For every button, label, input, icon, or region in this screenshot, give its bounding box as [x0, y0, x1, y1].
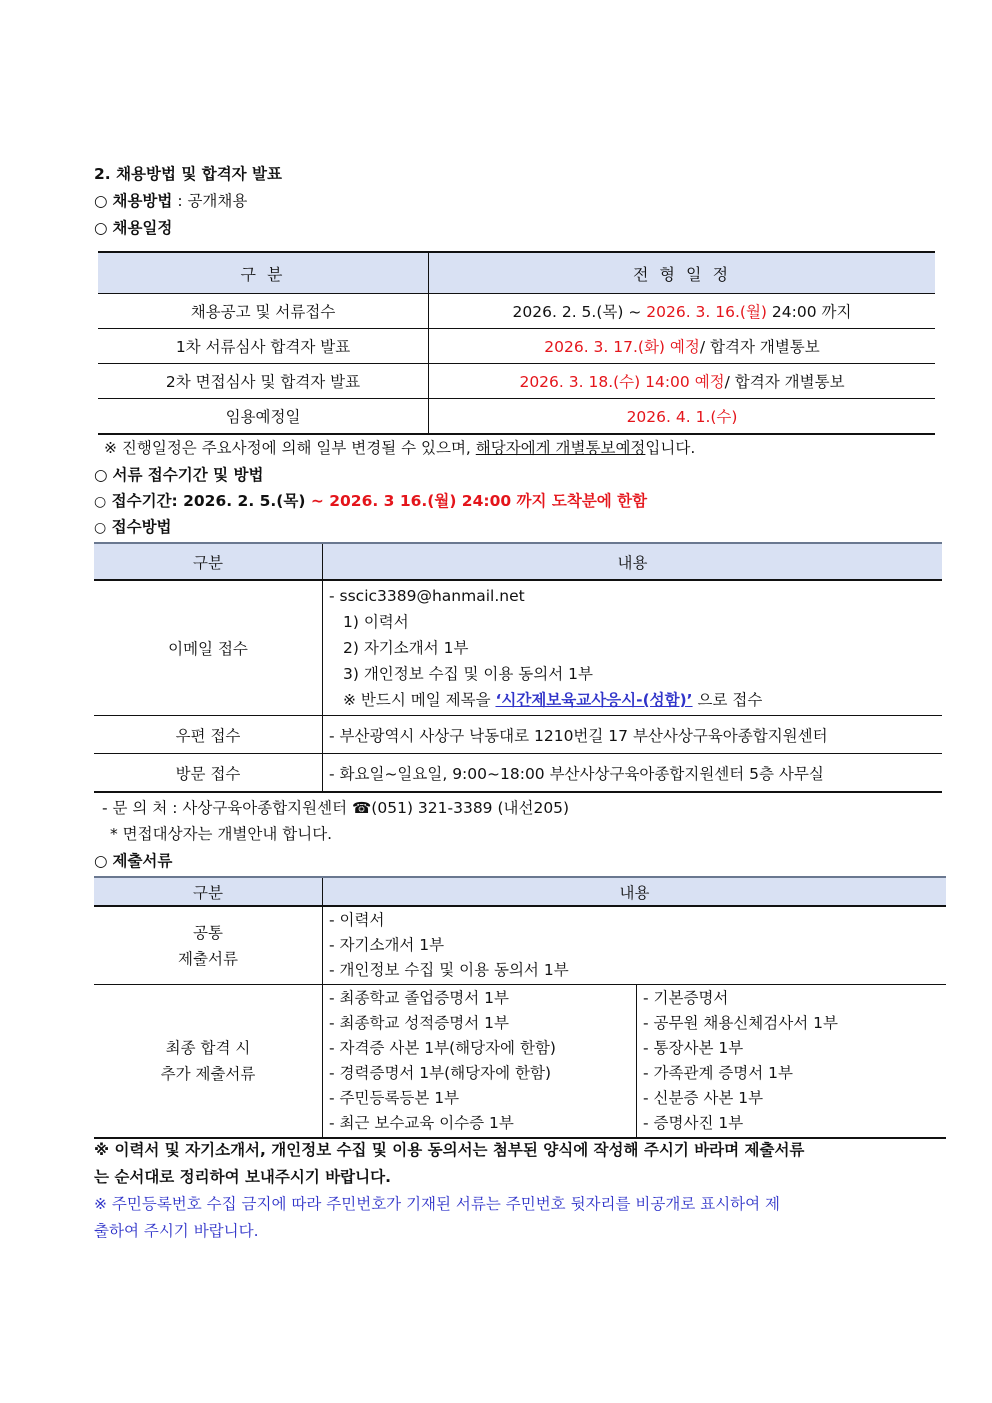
circle-bullet: ○	[94, 466, 108, 484]
schedule-heading: 채용일정	[112, 219, 173, 237]
documents-heading: 제출서류	[112, 852, 173, 870]
post-content: - 부산광역시 사상구 낙동대로 1210번길 17 부산사상구육아종합지원센터	[323, 716, 943, 754]
receipt-period-line	[94, 489, 647, 511]
table-header-row	[98, 252, 935, 294]
period-red: ~ 2026. 3 16.(월) 24:00 까지 도착분에 한함	[310, 492, 648, 510]
interview-note: * 면접대상자는 개별안내 합니다.	[110, 825, 333, 843]
row-schedule	[429, 399, 936, 435]
row-schedule	[429, 364, 936, 399]
header-content: 내용	[323, 877, 947, 906]
table-row	[98, 364, 935, 399]
note-text: ※ 진행일정은 주요사정에 의해 일부 변경될 수 있으며,	[104, 439, 476, 457]
date-text: 24:00 까지	[766, 303, 852, 321]
documents-table	[94, 876, 946, 1139]
date-red: 2026. 4. 1.(수)	[626, 408, 738, 426]
list-item: - 증명사진 1부	[643, 1114, 744, 1132]
label-line: 공통	[193, 923, 223, 942]
table-header-row	[94, 543, 942, 580]
date-text: 2026. 2. 5.(목) ~	[512, 303, 647, 321]
list-item: - 가족관계 증명서 1부	[643, 1064, 794, 1082]
common-label	[94, 906, 323, 985]
recruit-method-value: : 공개채용	[177, 192, 248, 210]
small-circle-bullet: ○	[94, 520, 107, 536]
label-line: 제출서류	[178, 949, 238, 968]
method-heading: 접수방법	[111, 518, 172, 536]
note-text: ※ 반드시 메일 제목을	[343, 691, 496, 709]
visit-label: 방문 접수	[94, 754, 323, 793]
header-category: 구분	[94, 543, 323, 580]
method-heading-line	[94, 515, 172, 537]
footer-note-bold-1: ※ 이력서 및 자기소개서, 개인정보 수집 및 이용 동의서는 첨부된 양식에 작성해 주시기 바라며 제출서류	[94, 1141, 805, 1159]
footer-note-blue-1: ※ 주민등록번호 수집 금지에 따라 주민번호가 기재된 서류는 주민번호 뒷자리를 비공개로 표시하여 제	[94, 1195, 781, 1213]
receipt-heading: 서류 접수기간 및 방법	[112, 466, 264, 484]
row-label: 1차 서류심사 합격자 발표	[98, 329, 429, 364]
list-item: - 공무원 채용신체검사서 1부	[643, 1014, 838, 1032]
footer-note-blue-2: 출하여 주시기 바랍니다.	[94, 1222, 259, 1240]
list-item: 1) 이력서	[343, 613, 409, 631]
list-item: - 이력서	[329, 911, 385, 929]
list-item: - 기본증명서	[643, 989, 729, 1007]
note-text: 입니다.	[645, 439, 696, 457]
label-line: 최종 합격 시	[165, 1039, 251, 1057]
row-schedule	[429, 329, 936, 364]
final-items-left	[323, 985, 637, 1139]
row-label: 임용예정일	[98, 399, 429, 435]
header-schedule: 전 형 일 정	[429, 252, 936, 294]
table-row	[94, 716, 942, 754]
list-item: - 주민등록등본 1부	[329, 1089, 460, 1107]
contact-line: - 문 의 처 : 사상구육아종합지원센터 ☎(051) 321-3389 (내선205)	[102, 799, 570, 817]
schedule-note	[104, 436, 695, 458]
circle-bullet: ○	[94, 219, 108, 237]
common-items	[323, 906, 947, 985]
table-row	[98, 399, 935, 435]
recruit-method-label: 채용방법	[112, 192, 173, 210]
receipt-method-table	[94, 542, 942, 793]
table-row	[94, 906, 946, 985]
date-red: 2026. 3. 18.(수) 14:00 예정	[519, 373, 725, 391]
schedule-table	[98, 251, 935, 435]
table-row	[98, 294, 935, 329]
header-category: 구분	[94, 877, 323, 906]
email-note	[329, 687, 942, 713]
table-header-row	[94, 877, 946, 906]
date-red: 2026. 3. 16.(월)	[646, 303, 767, 321]
list-item: - 최종학교 졸업증명서 1부	[329, 989, 509, 1007]
recruit-method-line	[94, 189, 247, 211]
table-row	[94, 754, 942, 793]
schedule-heading-line	[94, 216, 172, 238]
list-item: - 경력증명서 1부(해당자에 한함)	[329, 1064, 552, 1082]
section-heading: 2. 채용방법 및 합격자 발표	[94, 165, 282, 183]
mail-subject: ‘시간제보육교사응시-(성함)’	[495, 691, 693, 709]
row-schedule	[429, 294, 936, 329]
list-item: 3) 개인정보 수집 및 이용 동의서 1부	[343, 665, 593, 683]
date-red: 2026. 3. 17.(화) 예정	[544, 338, 700, 356]
visit-content: - 화요일~일요일, 9:00~18:00 부산사상구육아종합지원센터 5층 사무실	[323, 754, 943, 793]
post-label: 우편 접수	[94, 716, 323, 754]
email-label: 이메일 접수	[94, 580, 323, 716]
header-content: 내용	[323, 543, 943, 580]
table-row	[94, 580, 942, 716]
list-item: - 최근 보수교육 이수증 1부	[329, 1114, 514, 1132]
row-label: 채용공고 및 서류접수	[98, 294, 429, 329]
list-item: - 자격증 사본 1부(해당자에 한함)	[329, 1039, 556, 1057]
table-row	[98, 329, 935, 364]
receipt-heading-line	[94, 463, 263, 485]
date-text: / 합격자 개별통보	[699, 338, 820, 356]
row-label: 2차 면접심사 및 합격자 발표	[98, 364, 429, 399]
label-line: 추가 제출서류	[160, 1065, 256, 1083]
header-category: 구 분	[98, 252, 429, 294]
email-content	[323, 580, 943, 716]
list-item: - 최종학교 성적증명서 1부	[329, 1014, 509, 1032]
list-item: 2) 자기소개서 1부	[343, 639, 469, 657]
note-underlined: 해당자에게 개별통보예정	[475, 439, 646, 457]
list-item: - 통장사본 1부	[643, 1039, 744, 1057]
circle-bullet: ○	[94, 852, 108, 870]
footer-note-bold-2: 는 순서대로 정리하여 보내주시기 바랍니다.	[94, 1168, 391, 1186]
list-item: - 신분증 사본 1부	[643, 1089, 764, 1107]
documents-heading-line	[94, 849, 172, 871]
final-label	[94, 985, 323, 1139]
date-text: / 합격자 개별통보	[724, 373, 845, 391]
final-items-right	[637, 985, 947, 1139]
list-item: - 자기소개서 1부	[329, 936, 445, 954]
list-item: - 개인정보 수집 및 이용 동의서 1부	[329, 961, 569, 979]
email-address: - sscic3389@hanmail.net	[329, 587, 525, 605]
table-row	[94, 985, 946, 1139]
period-label: 접수기간: 2026. 2. 5.(목)	[111, 492, 311, 510]
small-circle-bullet: ○	[94, 494, 107, 510]
note-text: 으로 접수	[692, 691, 763, 709]
circle-bullet: ○	[94, 192, 108, 210]
